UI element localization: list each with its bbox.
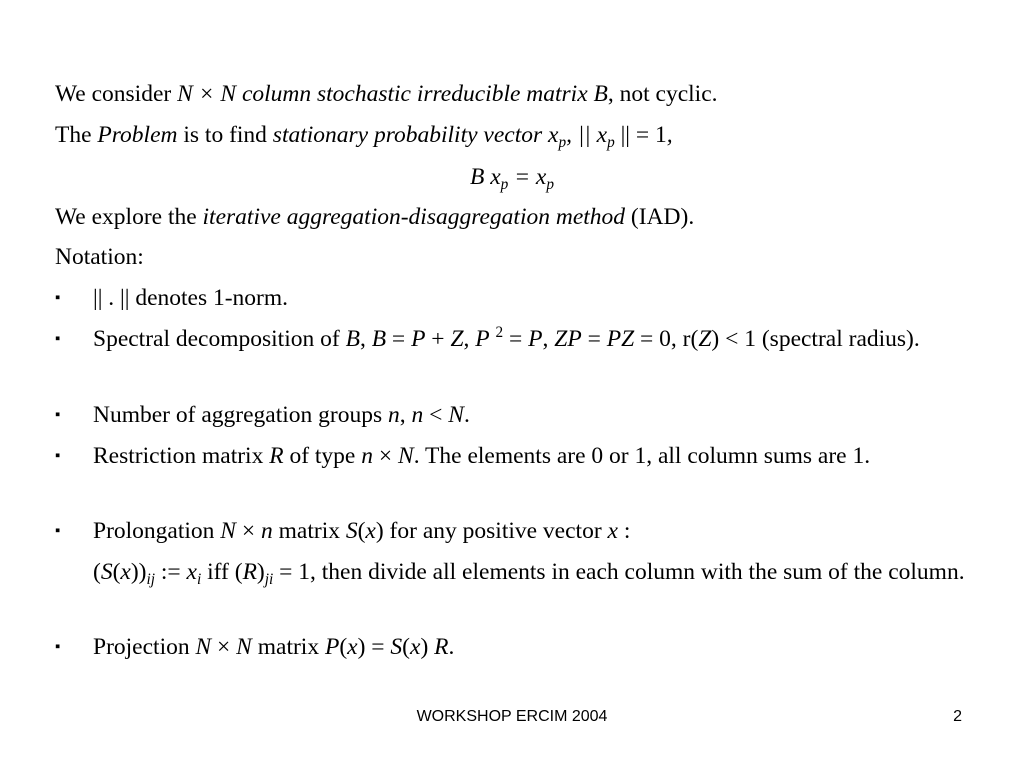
math-text: x	[186, 559, 197, 585]
text-run: = 1, then divide all elements in each column with the sum of the column.	[273, 559, 965, 585]
math-text: N	[220, 518, 236, 544]
math-text: x	[120, 559, 131, 585]
text-run: (	[339, 634, 348, 660]
text-run: (IAD).	[625, 204, 695, 230]
text-run: .	[448, 634, 455, 660]
footer-title: WORKSHOP ERCIM 2004	[416, 708, 608, 725]
math-text: B x	[470, 164, 501, 190]
text-run: (	[357, 518, 366, 544]
emphasis-text: Problem	[97, 122, 178, 148]
text-run: (	[402, 634, 410, 660]
math-text: x	[410, 634, 421, 660]
text-run: ) =	[357, 634, 391, 660]
text-run: || = 1	[614, 122, 667, 148]
superscript: 2	[495, 324, 504, 341]
text-run: . The elements are 0 or 1, all column sums are 1.	[413, 443, 871, 469]
math-text: n	[387, 402, 400, 428]
text-run: ) for any positive vector	[375, 518, 608, 544]
subscript: ji	[264, 571, 274, 588]
subscript: p	[500, 176, 509, 193]
text-run: ,	[359, 326, 372, 352]
math-text: ZP	[554, 326, 582, 352]
text-run: Spectral decomposition of	[93, 326, 346, 352]
emphasis-text: column stochastic irreducible matrix	[241, 81, 588, 107]
text-run: .	[463, 402, 470, 428]
text-run: We consider	[55, 81, 178, 107]
math-text: n	[261, 518, 273, 544]
notation-heading: Notation:	[55, 244, 144, 270]
bullet-marker: ▪	[55, 331, 61, 347]
text-run: matrix	[251, 634, 325, 660]
bullet-marker: ▪	[55, 639, 61, 655]
math-text: P	[475, 326, 490, 352]
bullet-marker: ▪	[55, 290, 61, 306]
text-run: = 0, r(	[634, 326, 699, 352]
emphasis-text: stationary probability vector x	[272, 122, 559, 148]
text-run: Restriction matrix	[93, 443, 270, 469]
intro-line-1	[55, 77, 975, 111]
subscript: i	[196, 571, 202, 588]
emphasis-text: iterative aggregation-disaggregation method	[202, 204, 626, 230]
bullet-norm: || . || denotes 1-norm.	[93, 285, 289, 311]
stationary-equation	[0, 160, 1024, 194]
text-run: Number of aggregation groups	[93, 402, 388, 428]
text-run: iff (	[201, 559, 243, 585]
math-text: N	[448, 402, 464, 428]
subscript: p	[607, 134, 615, 151]
math-text: n	[411, 402, 424, 428]
math-text: x	[347, 634, 358, 660]
math-text: P	[528, 326, 543, 352]
text-run: ) < 1 (spectral radius).	[711, 326, 920, 352]
intro-line-2	[55, 118, 975, 152]
text-run: :	[617, 518, 631, 544]
text-run: =	[386, 326, 412, 352]
text-run: =	[581, 326, 607, 352]
math-text: B	[371, 326, 387, 352]
bullet-marker: ▪	[55, 407, 61, 423]
math-text: x	[365, 518, 376, 544]
math-text: || x	[577, 122, 608, 148]
subscript: p	[558, 134, 567, 151]
text-run: ))	[130, 559, 147, 585]
text-run: )	[256, 559, 265, 585]
bullet-spectral-decomposition	[93, 322, 973, 356]
text-run: ×	[235, 518, 261, 544]
text-run: ,	[666, 122, 673, 148]
text-run: The	[55, 122, 98, 148]
bullet-marker: ▪	[55, 448, 61, 464]
math-text: B	[593, 81, 608, 107]
text-run: We explore the	[55, 204, 203, 230]
math-text: S	[100, 559, 113, 585]
math-text: P	[324, 634, 340, 660]
math-text: R	[269, 443, 284, 469]
page-number: 2	[953, 708, 962, 725]
text-run: ,	[463, 326, 476, 352]
math-text: n	[361, 443, 373, 469]
subscript: p	[546, 176, 554, 193]
math-text: N	[398, 443, 414, 469]
text-run: =	[503, 326, 529, 352]
text-run: ,	[399, 402, 412, 428]
intro-line-3	[55, 200, 975, 234]
math-text: S	[390, 634, 403, 660]
subscript: ij	[146, 571, 155, 588]
math-text: R	[242, 559, 257, 585]
math-text: N	[236, 634, 252, 660]
math-text: R	[434, 634, 449, 660]
bullet-restriction-matrix	[93, 439, 973, 473]
math-text: S	[345, 518, 358, 544]
text-run: of type	[283, 443, 362, 469]
text-run: <	[423, 402, 449, 428]
text-run: matrix	[272, 518, 346, 544]
bullet-aggregation-groups	[93, 398, 973, 432]
math-text: Z	[698, 326, 712, 352]
text-run: Projection	[93, 634, 196, 660]
text-run: ,	[566, 122, 578, 148]
math-text: P	[411, 326, 426, 352]
text-run: (	[93, 559, 101, 585]
text-run: (	[112, 559, 121, 585]
bullet-prolongation-matrix	[93, 514, 973, 548]
math-text: x	[607, 518, 618, 544]
math-text: N	[195, 634, 212, 660]
math-text: PZ	[606, 326, 635, 352]
bullet-marker: ▪	[55, 523, 61, 539]
math-text: N × N	[177, 81, 237, 107]
text-run: ×	[373, 443, 399, 469]
text-run: ×	[211, 634, 237, 660]
prolongation-definition	[93, 555, 973, 589]
text-run: +	[425, 326, 451, 352]
math-text: Z	[450, 326, 464, 352]
text-run: , not cyclic.	[607, 81, 718, 107]
text-run: )	[420, 634, 435, 660]
math-text: = x	[508, 164, 547, 190]
text-run: :=	[154, 559, 187, 585]
text-run: Prolongation	[93, 518, 221, 544]
bullet-projection-matrix	[93, 630, 973, 664]
text-run: is to find	[177, 122, 273, 148]
text-run: ,	[542, 326, 555, 352]
math-text: B	[345, 326, 360, 352]
